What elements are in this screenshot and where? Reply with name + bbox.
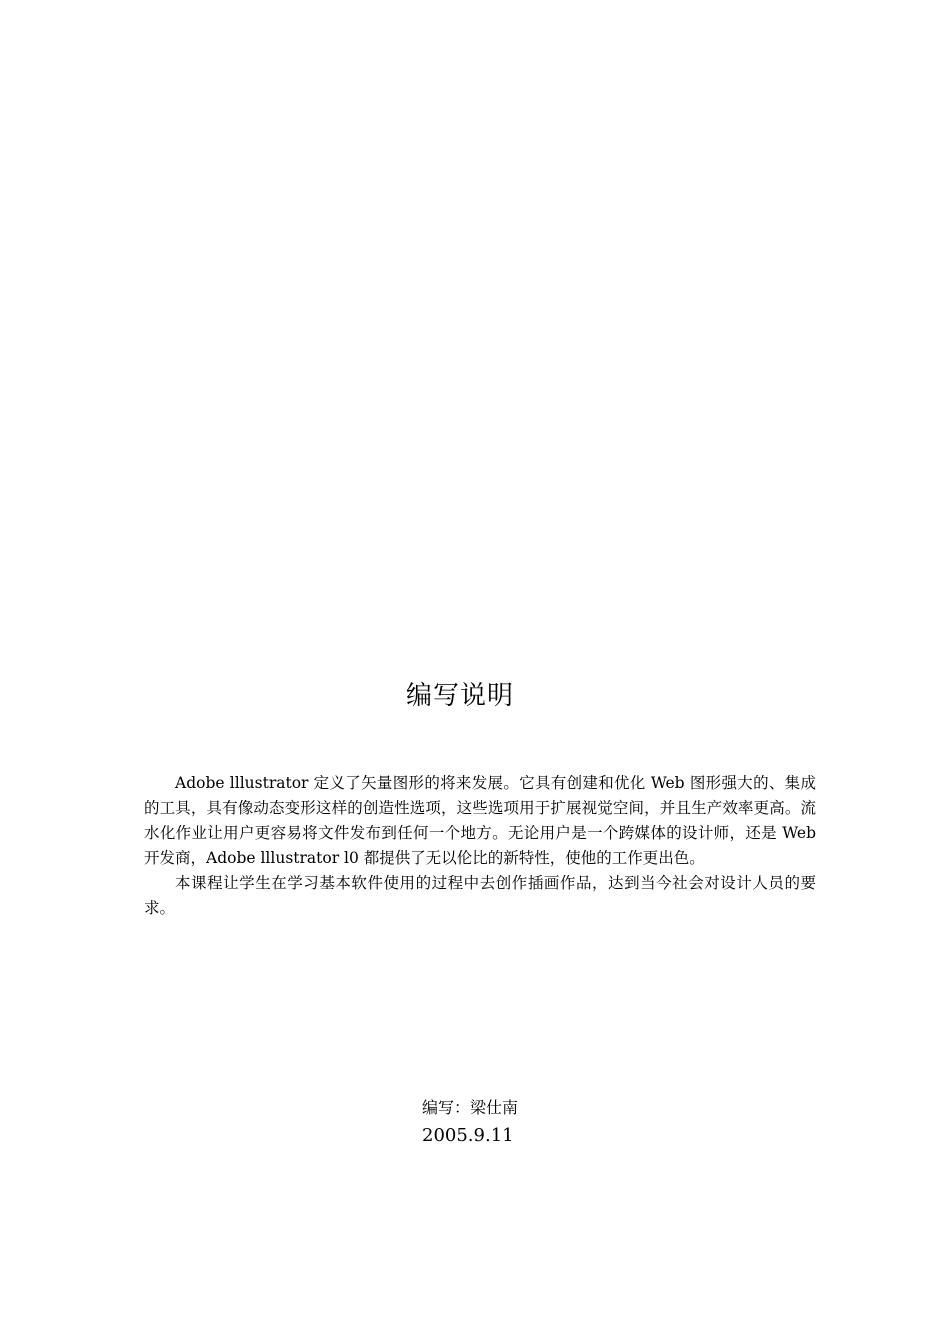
signature-block — [422, 1096, 722, 1150]
paragraph-course: 本课程让学生在学习基本软件使用的过程中去创作插画作品，达到当今社会对设计人员的要求。 — [144, 874, 816, 917]
author-line: 编写：梁仕南 — [422, 1098, 519, 1117]
body-text — [144, 771, 816, 921]
paragraph-intro: Adobe lllustrator 定义了矢量图形的将来发展。它具有创建和优化 Web 图形强大的、集成的工具，具有像动态变形这样的创造性选项，这些选项用于扩展视觉空间，并且生产效率更高。流水化作业让用户更容易将文件发布到任何一个地方。无论用户是一个跨媒体的设计师，还是 Web 开发商，Adobe lllustrator l0 都提供了无以伦比的新特性，使他的工作更出色。 — [144, 774, 816, 867]
document-title: 编写说明 — [405, 681, 514, 711]
date-line: 2005.9.11 — [422, 1125, 514, 1146]
